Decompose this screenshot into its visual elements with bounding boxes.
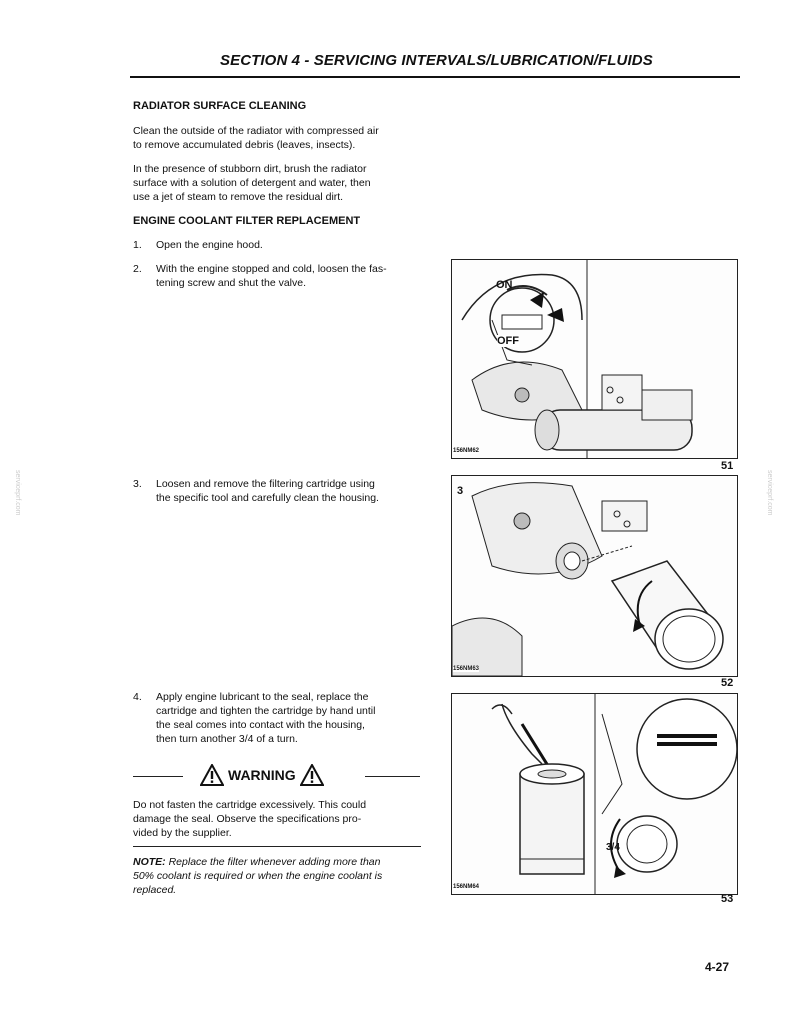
note-divider [133,846,421,847]
warning-triangle-icon [200,764,224,786]
figure-51-code: 156NM62 [453,448,480,454]
radiator-paragraph-1 [133,124,433,152]
step-4 [133,690,433,750]
section-header: SECTION 4 - SERVICING INTERVALS/LUBRICATION/FLUIDS [220,52,653,69]
valve-illustration [452,260,737,458]
step-number: 2. [133,263,142,275]
step-text: Open the engine hood. [156,239,263,251]
step-number: 3. [133,478,142,490]
step-number: 4. [133,691,142,703]
three-quarter-turn-label: 3/4 [606,842,620,853]
figure-52-image [451,475,738,677]
figure-52-number: 52 [721,677,734,689]
figure-53-code: 156NM64 [453,884,480,890]
text-line: With the engine stopped and cold, loosen the fas- [156,263,387,275]
text-line: cartridge and tighten the cartridge by hand until [156,705,376,717]
text-line: In the presence of stubborn dirt, brush the radiator [133,163,367,175]
step-text [156,477,379,505]
text-line: the specific tool and carefully clean the housing. [156,492,379,504]
text-line: vided by the supplier. [133,827,232,839]
coolant-heading: ENGINE COOLANT FILTER REPLACEMENT [133,215,361,227]
text-line: 50% coolant is required or when the engine coolant is [133,870,383,882]
figure-53-image [451,693,738,895]
step-3 [133,477,433,507]
step-number: 1. [133,239,142,251]
callout-3-label: 3 [457,485,464,497]
valve-on-label: ON [496,279,513,291]
watermark-left: serviceprf.com [14,470,21,516]
step-2 [133,262,433,292]
figure-51-number: 51 [721,460,734,472]
note [133,855,433,897]
text-line: the seal comes into contact with the housing, [156,719,365,731]
text-line: Replace the filter whenever adding more than [168,856,381,868]
radiator-paragraph-2 [133,162,433,204]
header-rule [130,76,740,78]
warning-rule-right [365,776,420,777]
cartridge-removal-illustration [452,476,737,676]
cartridge-install-illustration [452,694,737,894]
step-text [156,262,387,290]
note-label: NOTE: [133,856,166,868]
text-line: Clean the outside of the radiator with compressed air [133,125,379,137]
text-line: tening screw and shut the valve. [156,277,307,289]
text-line: Loosen and remove the filtering cartridge using [156,478,375,490]
text-line: then turn another 3/4 of a turn. [156,733,298,745]
valve-off-label: OFF [497,335,519,347]
watermark-right: serviceprf.com [766,470,773,516]
warning-triangle-icon [300,764,324,786]
figure-53-number: 53 [721,893,734,905]
warning-label: WARNING [228,767,296,783]
figure-51-image [451,259,738,459]
warning-banner [200,762,324,788]
warning-rule-left [133,776,183,777]
step-text [156,690,375,746]
step-1 [133,238,433,254]
radiator-heading: RADIATOR SURFACE CLEANING [133,100,307,112]
text-line: surface with a solution of detergent and water, then [133,177,371,189]
text-line: use a jet of steam to remove the residual dirt. [133,191,344,203]
figure-52-code: 156NM63 [453,666,480,672]
text-line: Do not fasten the cartridge excessively. This could [133,799,367,811]
text-line: to remove accumulated debris (leaves, insects). [133,139,356,151]
text-line: damage the seal. Observe the specifications pro- [133,813,362,825]
text-line: replaced. [133,884,177,896]
text-line: Apply engine lubricant to the seal, replace the [156,691,369,703]
warning-text [133,798,433,840]
page-number: 4-27 [705,960,730,974]
